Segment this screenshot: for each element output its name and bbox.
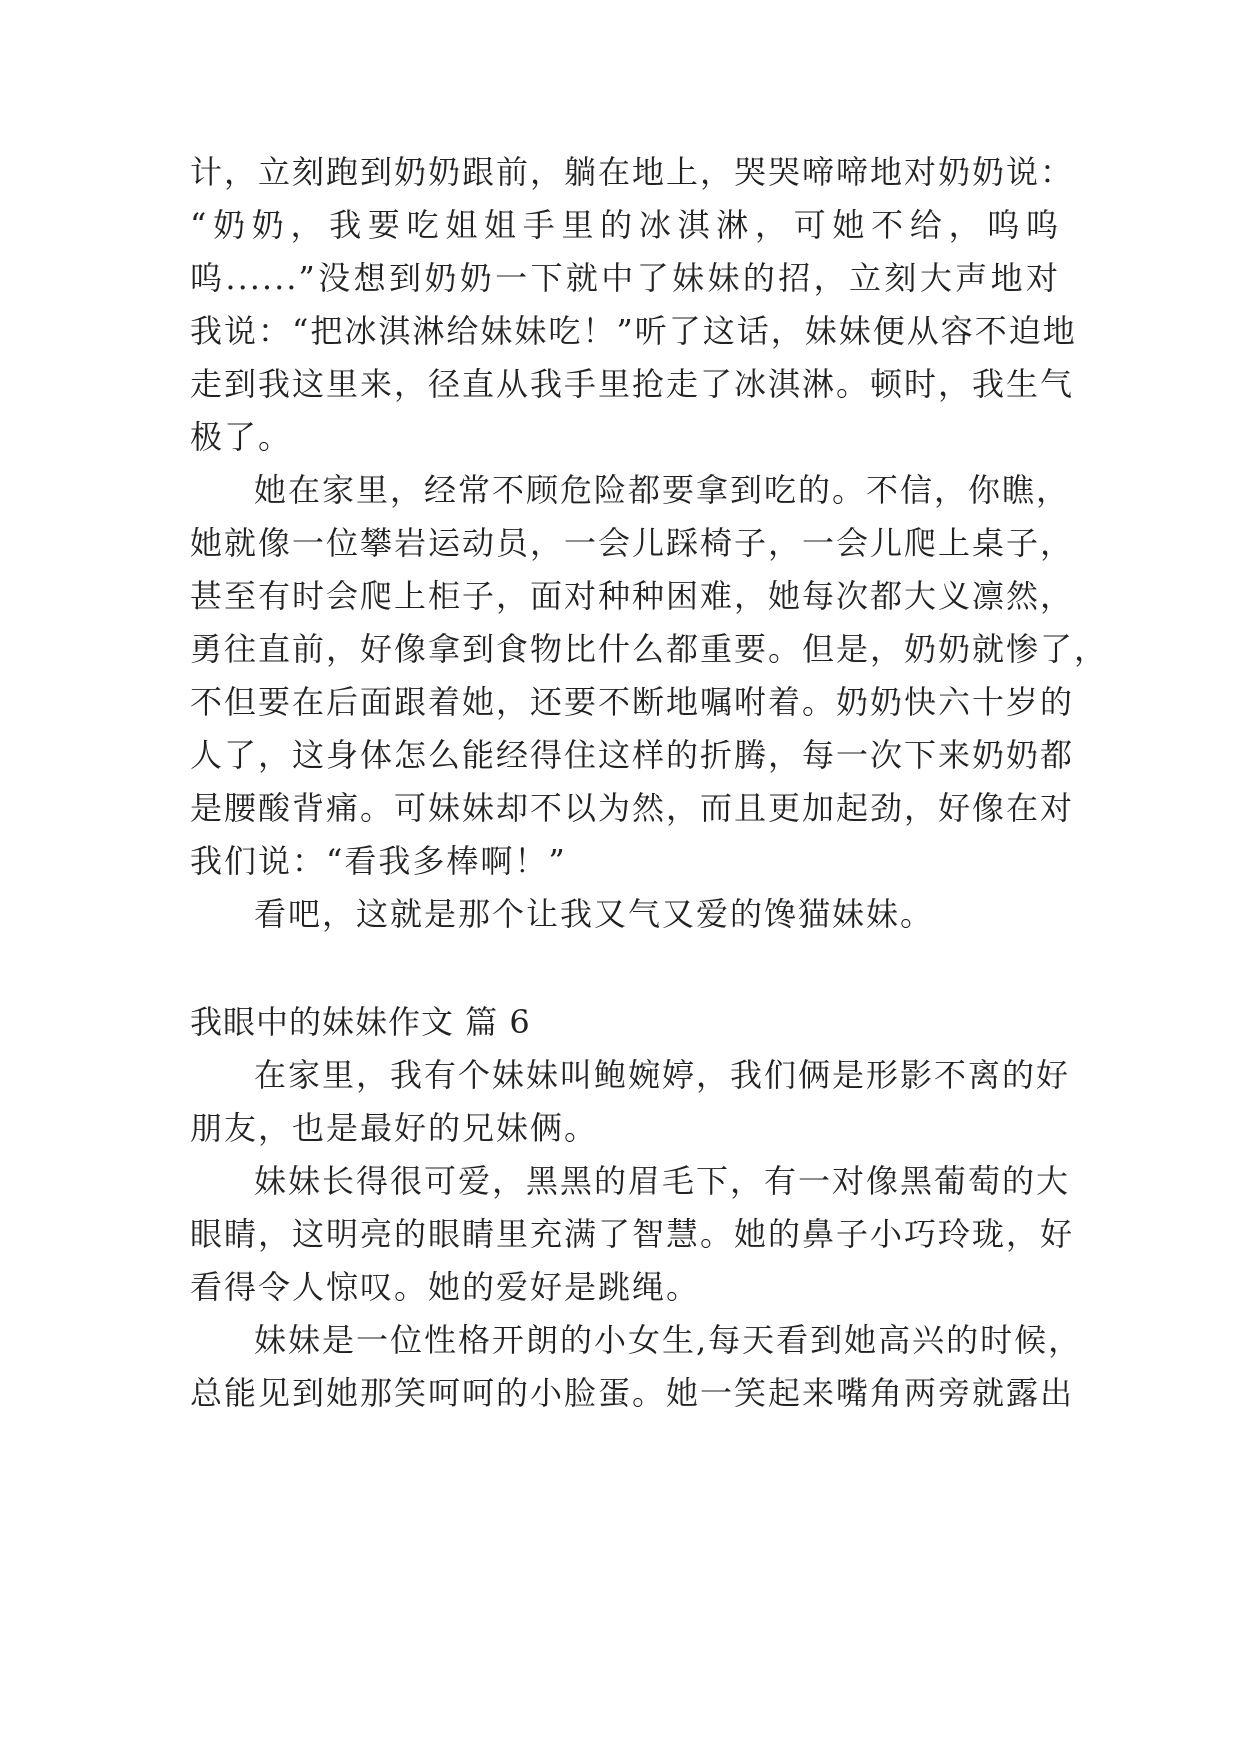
paragraph-line: 勇往直前，好像拿到食物比什么都重要。但是，奶奶就惨了， <box>190 630 1109 668</box>
paragraph-line: 看吧，这就是那个让我又气又爱的馋猫妹妹。 <box>254 895 935 933</box>
paragraph-line: 极了。 <box>190 418 293 456</box>
paragraph-line: 看得令人惊叹。她的爱好是跳绳。 <box>190 1268 701 1306</box>
paragraph-line: 走到我这里来，径直从我手里抢走了冰淇淋。顿时，我生气 <box>190 365 1075 403</box>
paragraph-line: “奶奶，我要吃姐姐手里的冰淇淋，可她不给，呜呜 <box>190 206 1060 244</box>
paragraph-line: 在家里，我有个妹妹叫鲍婉婷，我们俩是形影不离的好 <box>254 1056 1071 1094</box>
paragraph-line: 呜......”没想到奶奶一下就中了妹妹的招，立刻大声地对 <box>190 259 1060 297</box>
paragraph-line: 是腰酸背痛。可妹妹却不以为然，而且更加起劲，好像在对 <box>190 789 1075 827</box>
paragraph-line: 我们说：“看我多棒啊！” <box>190 842 567 880</box>
paragraph-line: 我说：“把冰淇淋给妹妹吃！”听了这话，妹妹便从容不迫地 <box>190 312 1077 350</box>
paragraph-line: 她就像一位攀岩运动员，一会儿踩椅子，一会儿爬上桌子， <box>190 524 1075 562</box>
paragraph-line: 人了，这身体怎么能经得住这样的折腾，每一次下来奶奶都 <box>190 736 1075 774</box>
paragraph-line: 朋友，也是最好的兄妹俩。 <box>190 1109 599 1147</box>
section-title: 我眼中的妹妹作文 篇 6 <box>190 1003 531 1041</box>
paragraph-line: 她在家里，经常不顾危险都要拿到吃的。不信，你瞧， <box>254 471 1071 509</box>
paragraph-line: 妹妹是一位性格开朗的小女生,每天看到她高兴的时候， <box>254 1321 1083 1359</box>
paragraph-line: 计，立刻跑到奶奶跟前，躺在地上，哭哭啼啼地对奶奶说： <box>190 153 1075 191</box>
paragraph-line: 妹妹长得很可爱，黑黑的眉毛下，有一对像黑葡萄的大 <box>254 1162 1071 1200</box>
paragraph-line: 不但要在后面跟着她，还要不断地嘱咐着。奶奶快六十岁的 <box>190 683 1075 721</box>
paragraph-line: 眼睛，这明亮的眼睛里充满了智慧。她的鼻子小巧玲珑，好 <box>190 1215 1075 1253</box>
paragraph-line: 甚至有时会爬上柜子，面对种种困难，她每次都大义凛然， <box>190 577 1075 615</box>
paragraph-line: 总能见到她那笑呵呵的小脸蛋。她一笑起来嘴角两旁就露出 <box>190 1374 1075 1412</box>
